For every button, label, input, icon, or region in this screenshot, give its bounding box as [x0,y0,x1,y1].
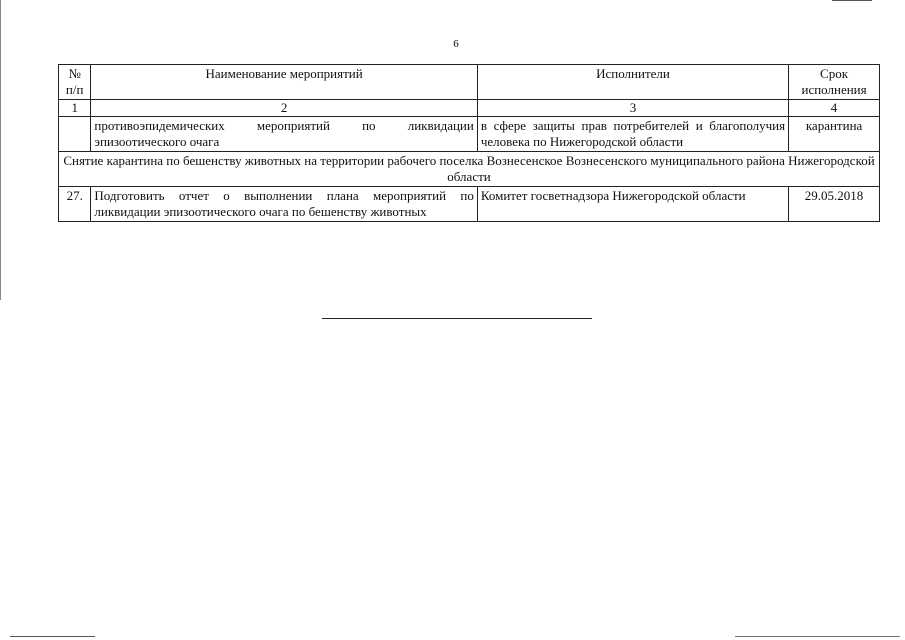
column-index: 2 [91,100,477,117]
page-number: 6 [453,38,459,50]
section-title-row [59,152,880,187]
header-executors: Исполнители [477,65,788,100]
column-index-row [59,100,880,117]
executors-cell: в сфере защиты прав потребителей и благополучия человека по Нижегородской области [477,117,788,152]
activity-name-cell: противоэпидемических мероприятий по ликвидации эпизоотического очага [91,117,477,152]
row-number-cell: 27. [59,187,91,222]
scan-artifact-line [735,636,900,637]
header-activity-name: Наименование мероприятий [91,65,477,100]
column-index: 4 [789,100,880,117]
deadline-cell: карантина [789,117,880,152]
executors-cell: Комитет госветнадзора Нижегородской области [477,187,788,222]
header-number: № п/п [59,65,91,100]
activity-name-cell: Подготовить отчет о выполнении плана мероприятий по ликвидации эпизоотического очага по бешенству животных [91,187,477,222]
deadline-cell: 29.05.2018 [789,187,880,222]
table-header-row [59,65,880,100]
column-index: 1 [59,100,91,117]
column-index: 3 [477,100,788,117]
scan-artifact-line [10,636,95,637]
section-title: Снятие карантина по бешенству животных на территории рабочего поселка Вознесенское Вознесенского муниципального района Нижегородской области [59,152,880,187]
end-divider-line [322,318,592,319]
scan-artifact-line [832,0,872,1]
header-deadline: Срок исполнения [789,65,880,100]
action-plan-table [58,64,880,222]
table-row-continuation [59,117,880,152]
scan-edge-line [0,0,1,300]
row-number-cell [59,117,91,152]
table-row [59,187,880,222]
